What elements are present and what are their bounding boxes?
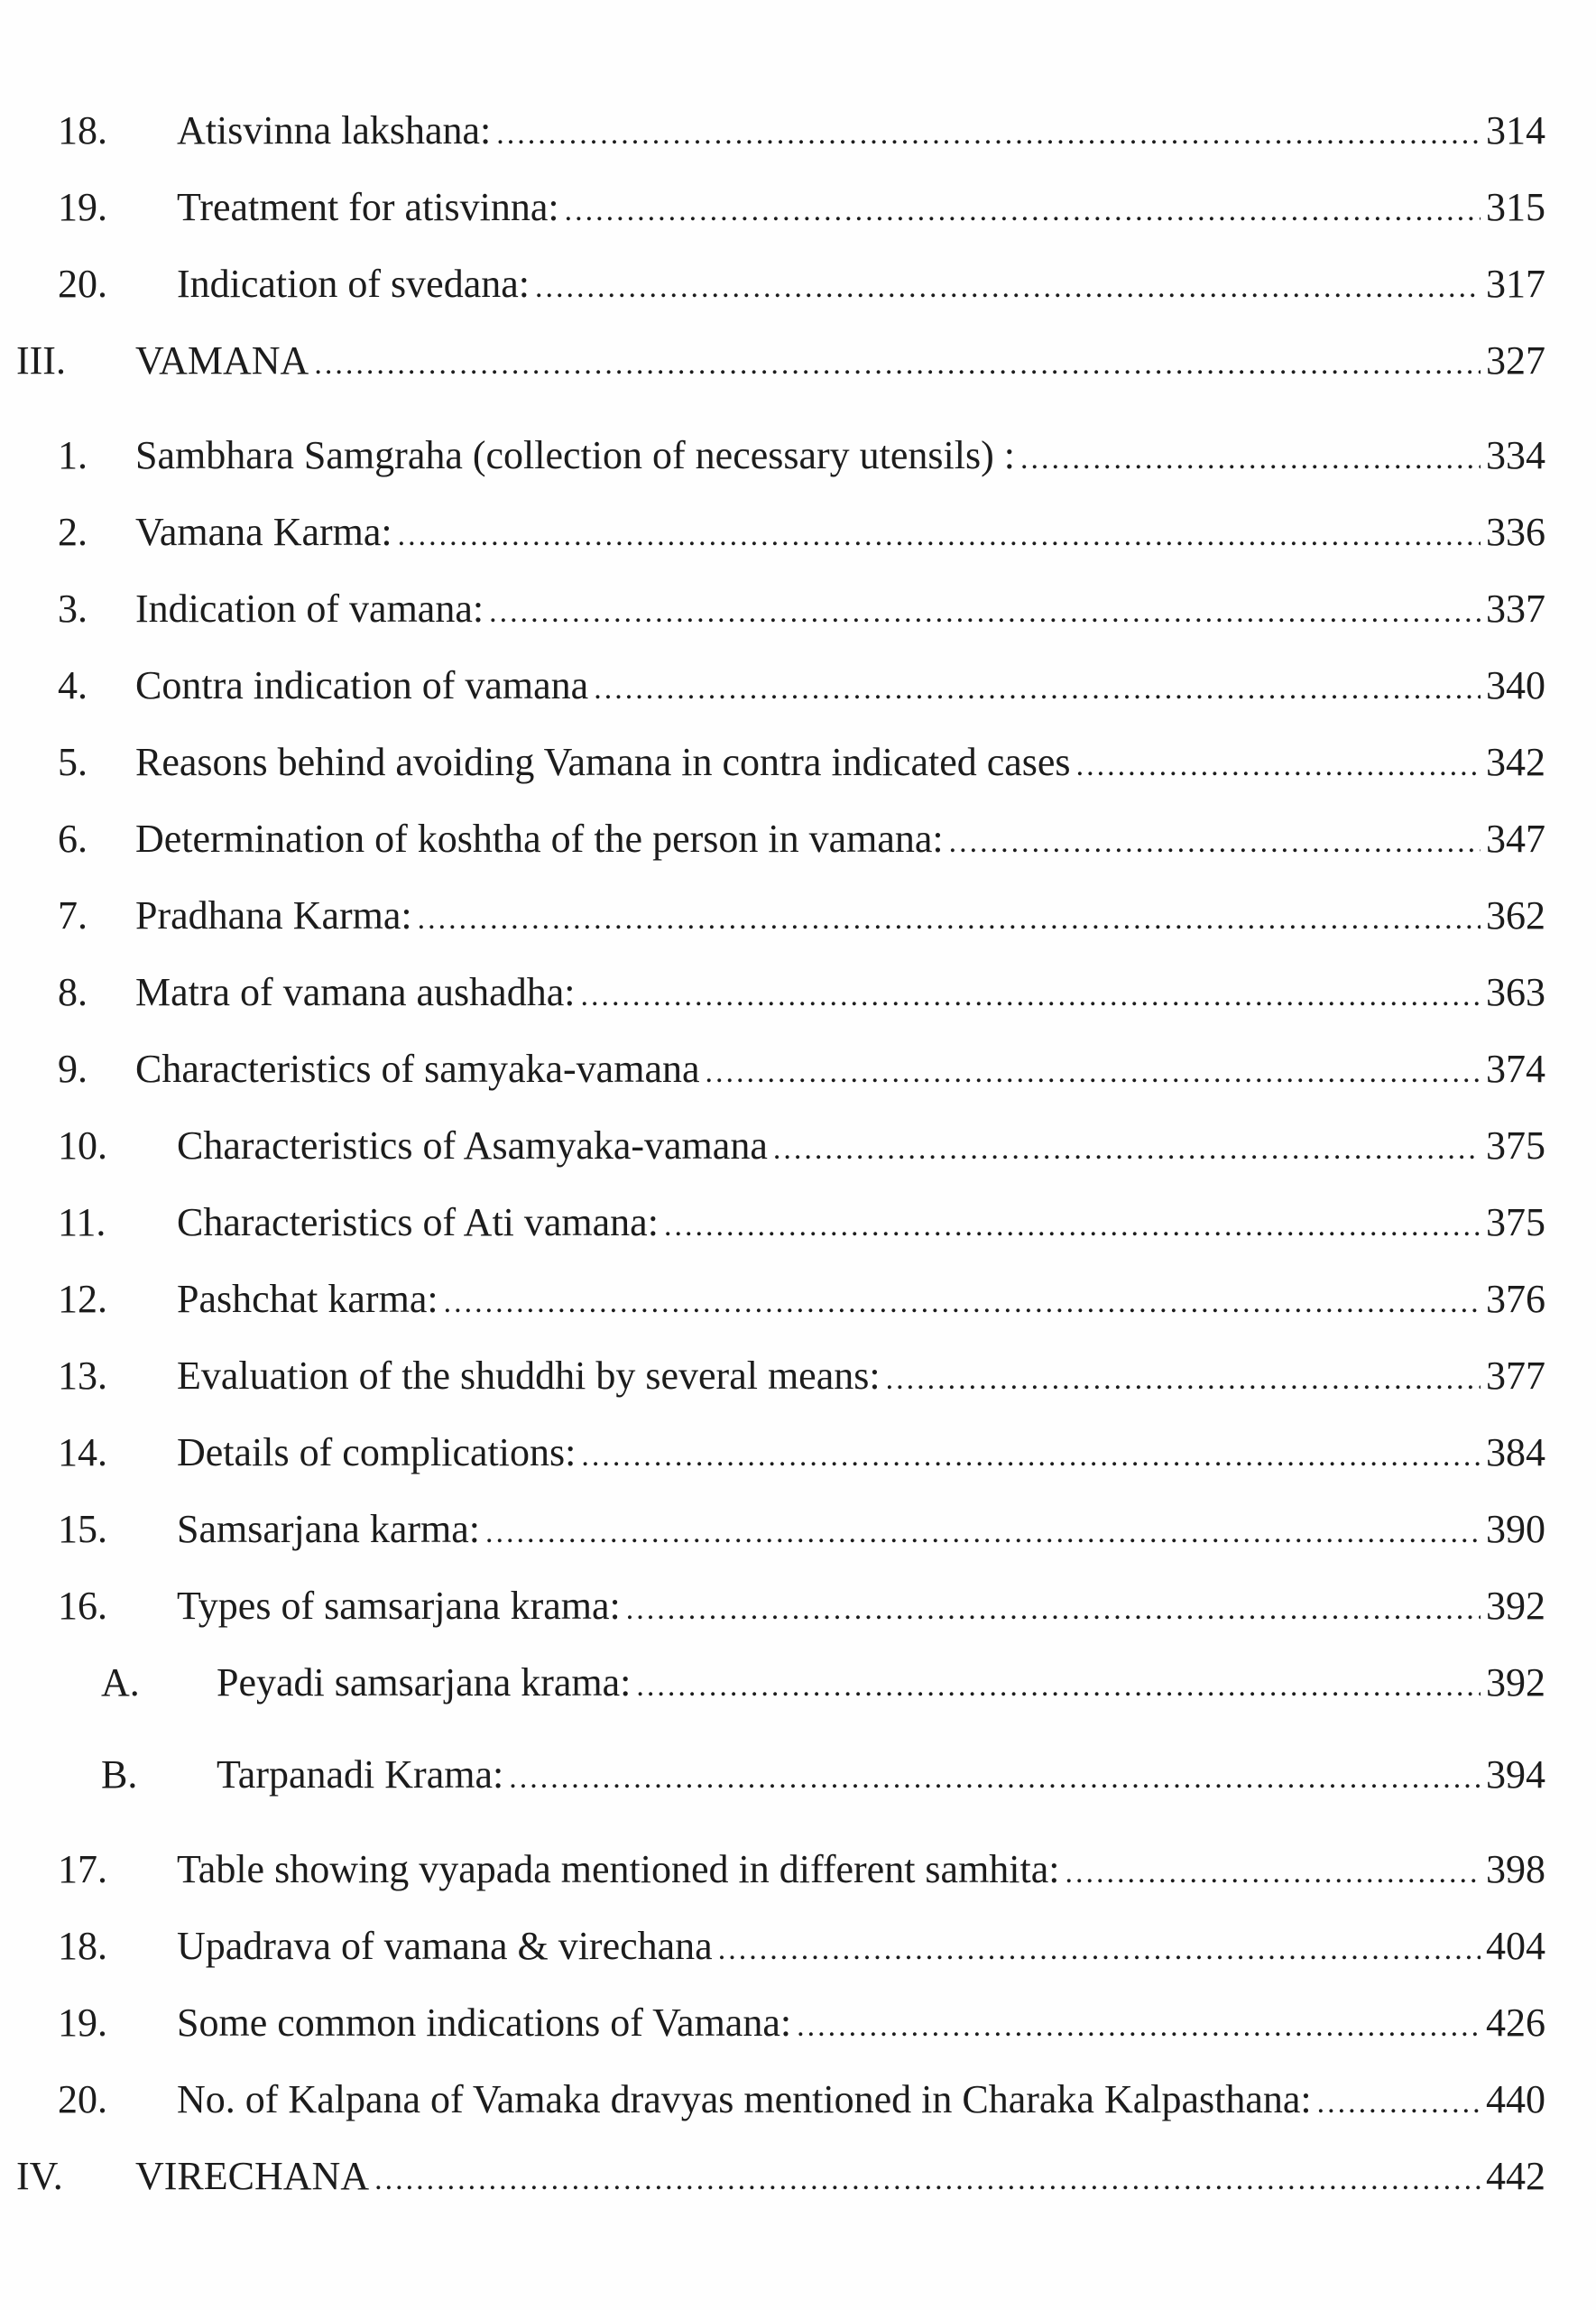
toc-entry xyxy=(0,1349,1596,1403)
entry-page-number: 404 xyxy=(1486,1924,1545,1968)
dot-leader xyxy=(706,1046,1481,1100)
entry-title: No. of Kalpana of Vamaka dravyas mentioned in Charaka Kalpasthana: xyxy=(177,2077,1312,2121)
toc-entry xyxy=(0,1426,1596,1480)
section-number: III. xyxy=(16,338,66,383)
toc-entry xyxy=(0,1843,1596,1897)
entry-title: Characteristics of samyaka-vamana xyxy=(135,1047,700,1091)
toc-entry xyxy=(0,735,1596,790)
entry-title: Determination of koshtha of the person in vamana: xyxy=(135,817,944,861)
dot-leader xyxy=(1076,739,1481,793)
entry-page-number: 377 xyxy=(1486,1354,1545,1398)
entry-title: Reasons behind avoiding Vamana in contra indicated cases xyxy=(135,740,1071,784)
entry-number: 14. xyxy=(58,1430,107,1474)
dot-leader xyxy=(496,107,1481,162)
entry-title: Sambhara Samgraha (collection of necessary utensils) : xyxy=(135,433,1016,477)
dot-leader xyxy=(773,1123,1481,1177)
dot-leader xyxy=(489,586,1481,640)
entry-page-number: 440 xyxy=(1486,2077,1545,2121)
dot-leader xyxy=(535,261,1481,315)
dot-leader xyxy=(374,2153,1481,2207)
entry-number: 8. xyxy=(58,970,88,1014)
dot-leader xyxy=(664,1199,1481,1253)
entry-number: 1. xyxy=(58,433,88,477)
entry-number: 17. xyxy=(58,1847,107,1891)
section-title: VIRECHANA xyxy=(135,2154,370,2198)
dot-leader xyxy=(636,1659,1481,1714)
entry-title: Upadrava of vamana & virechana xyxy=(177,1924,713,1968)
toc-subentry xyxy=(0,1748,1596,1802)
dot-leader xyxy=(1020,432,1481,486)
toc-entry xyxy=(0,889,1596,943)
entry-title: Characteristics of Ati vamana: xyxy=(177,1200,659,1244)
dot-leader xyxy=(1066,1846,1481,1900)
toc-entry xyxy=(0,257,1596,311)
entry-title: Some common indications of Vamana: xyxy=(177,2000,792,2045)
entry-number: 13. xyxy=(58,1354,107,1398)
entry-title: Tarpanadi Krama: xyxy=(217,1752,504,1797)
entry-number: 20. xyxy=(58,2077,107,2121)
entry-number: 4. xyxy=(58,663,88,707)
entry-page-number: 317 xyxy=(1486,262,1545,306)
entry-page-number: 394 xyxy=(1486,1752,1545,1797)
entry-page-number: 390 xyxy=(1486,1507,1545,1551)
toc-entry xyxy=(0,582,1596,636)
entry-letter: A. xyxy=(101,1660,140,1705)
entry-number: 9. xyxy=(58,1047,88,1091)
entry-title: Matra of vamana aushadha: xyxy=(135,970,576,1014)
section-number: IV. xyxy=(16,2154,63,2198)
entry-number: 19. xyxy=(58,2000,107,2045)
entry-number: 18. xyxy=(58,108,107,152)
toc-entry xyxy=(0,1119,1596,1173)
entry-page-number: 340 xyxy=(1486,663,1545,707)
entry-number: 6. xyxy=(58,817,88,861)
entry-page-number: 426 xyxy=(1486,2000,1545,2045)
dot-leader xyxy=(581,1429,1481,1483)
entry-number: 20. xyxy=(58,262,107,306)
entry-number: 7. xyxy=(58,893,88,938)
toc-entry xyxy=(0,1196,1596,1250)
entry-number: 16. xyxy=(58,1584,107,1628)
dot-leader xyxy=(797,2000,1481,2054)
dot-leader xyxy=(509,1751,1481,1806)
entry-page-number: 327 xyxy=(1486,338,1545,383)
entry-title: Pradhana Karma: xyxy=(135,893,412,938)
toc-entry xyxy=(0,104,1596,158)
entry-number: 18. xyxy=(58,1924,107,1968)
entry-title: Atisvinna lakshana: xyxy=(177,108,492,152)
entry-title: Types of samsarjana krama: xyxy=(177,1584,621,1628)
dot-leader xyxy=(886,1353,1481,1407)
entry-number: 11. xyxy=(58,1200,106,1244)
toc-entry xyxy=(0,1272,1596,1326)
dot-leader xyxy=(626,1583,1481,1637)
entry-number: 5. xyxy=(58,740,88,784)
toc-entry xyxy=(0,1502,1596,1557)
entry-page-number: 384 xyxy=(1486,1430,1545,1474)
entry-page-number: 398 xyxy=(1486,1847,1545,1891)
dot-leader xyxy=(949,816,1481,870)
entry-page-number: 376 xyxy=(1486,1277,1545,1321)
entry-page-number: 374 xyxy=(1486,1047,1545,1091)
entry-title: Table showing vyapada mentioned in different samhita: xyxy=(177,1847,1060,1891)
entry-number: 3. xyxy=(58,587,88,631)
entry-title: Samsarjana karma: xyxy=(177,1507,480,1551)
toc-entry xyxy=(0,1919,1596,1973)
entry-page-number: 336 xyxy=(1486,510,1545,554)
toc-entry xyxy=(0,1996,1596,2050)
section-title: VAMANA xyxy=(135,338,309,383)
toc-entry xyxy=(0,180,1596,235)
entry-title: Indication of svedana: xyxy=(177,262,530,306)
toc-entry xyxy=(0,659,1596,713)
entry-page-number: 363 xyxy=(1486,970,1545,1014)
toc-entry xyxy=(0,1579,1596,1633)
entry-title: Pashchat karma: xyxy=(177,1277,438,1321)
entry-number: 15. xyxy=(58,1507,107,1551)
entry-title: Evaluation of the shuddhi by several means: xyxy=(177,1354,881,1398)
entry-title: Treatment for atisvinna: xyxy=(177,185,559,229)
entry-page-number: 334 xyxy=(1486,433,1545,477)
toc-section-heading xyxy=(0,334,1596,388)
entry-page-number: 347 xyxy=(1486,817,1545,861)
entry-title: Indication of vamana: xyxy=(135,587,484,631)
dot-leader xyxy=(314,337,1481,392)
toc-entry xyxy=(0,1042,1596,1096)
dot-leader xyxy=(1317,2076,1481,2130)
entry-page-number: 442 xyxy=(1486,2154,1545,2198)
entry-number: 2. xyxy=(58,510,88,554)
toc-entry xyxy=(0,2073,1596,2127)
entry-number: 19. xyxy=(58,185,107,229)
entry-page-number: 337 xyxy=(1486,587,1545,631)
entry-page-number: 315 xyxy=(1486,185,1545,229)
entry-title: Vamana Karma: xyxy=(135,510,392,554)
dot-leader xyxy=(718,1923,1481,1977)
entry-page-number: 392 xyxy=(1486,1584,1545,1628)
toc-entry xyxy=(0,505,1596,559)
entry-number: 12. xyxy=(58,1277,107,1321)
entry-title: Details of complications: xyxy=(177,1430,577,1474)
entry-page-number: 362 xyxy=(1486,893,1545,938)
dot-leader xyxy=(565,184,1481,238)
toc-section-heading xyxy=(0,2149,1596,2204)
entry-title: Characteristics of Asamyaka-vamana xyxy=(177,1123,768,1168)
entry-title: Contra indication of vamana xyxy=(135,663,589,707)
entry-page-number: 392 xyxy=(1486,1660,1545,1705)
dot-leader xyxy=(398,509,1481,563)
toc-entry xyxy=(0,966,1596,1020)
dot-leader xyxy=(418,892,1481,947)
dot-leader xyxy=(444,1276,1481,1330)
entry-number: 10. xyxy=(58,1123,107,1168)
entry-page-number: 342 xyxy=(1486,740,1545,784)
entry-page-number: 375 xyxy=(1486,1123,1545,1168)
dot-leader xyxy=(594,662,1481,716)
dot-leader xyxy=(580,969,1481,1023)
entry-page-number: 375 xyxy=(1486,1200,1545,1244)
entry-title: Peyadi samsarjana krama: xyxy=(217,1660,632,1705)
toc-subentry xyxy=(0,1656,1596,1710)
entry-letter: B. xyxy=(101,1752,138,1797)
dot-leader xyxy=(485,1506,1481,1560)
toc-entry xyxy=(0,429,1596,483)
entry-page-number: 314 xyxy=(1486,108,1545,152)
toc-entry xyxy=(0,812,1596,866)
